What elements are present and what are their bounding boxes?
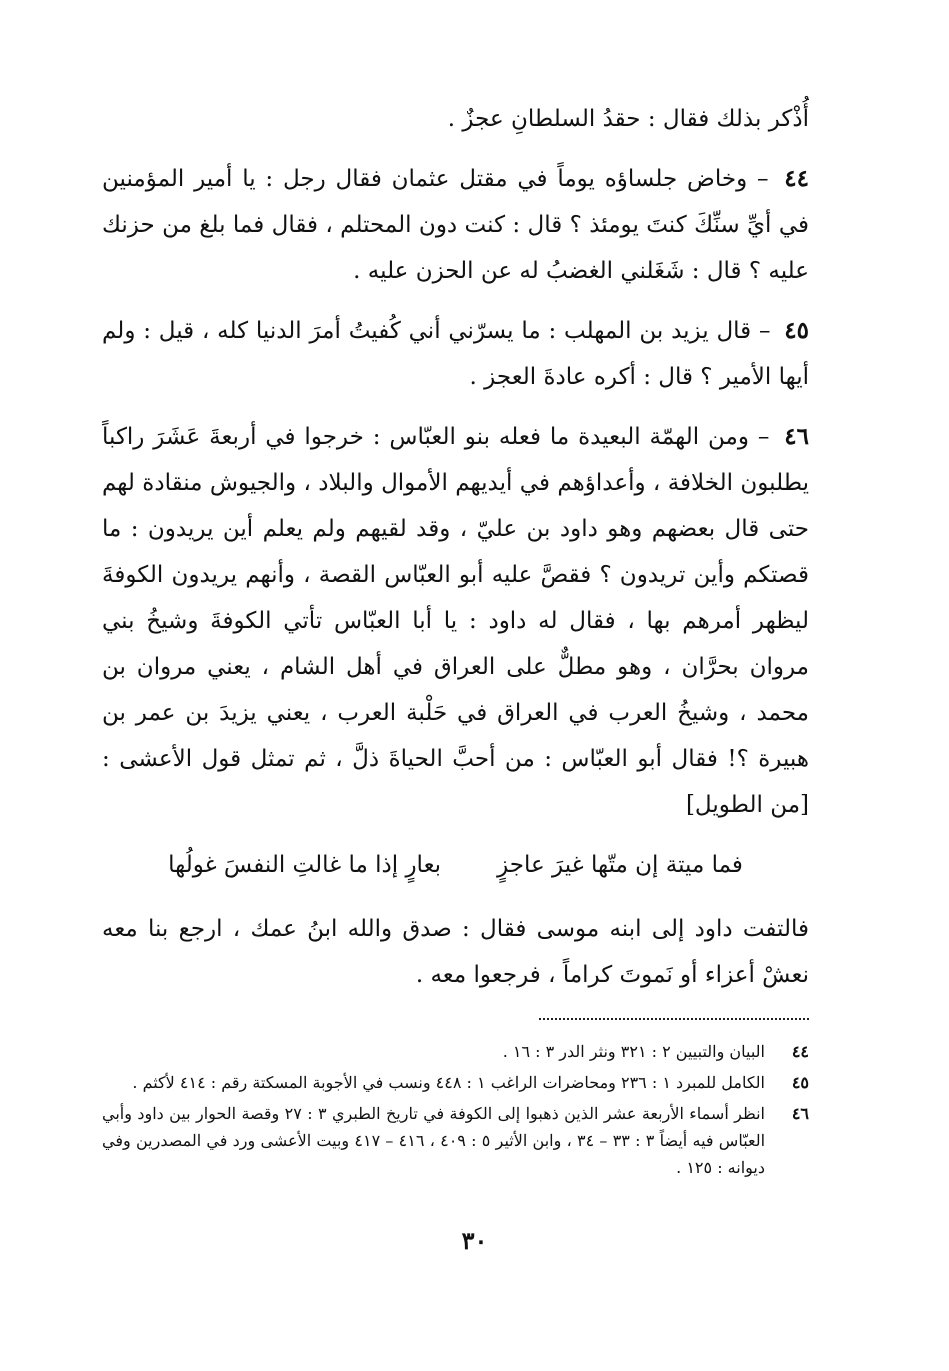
paragraph-number: ٤٥	[784, 317, 809, 344]
main-text	[102, 96, 809, 828]
footnote-number: ٤٤	[791, 1042, 809, 1061]
footnote-number: ٤٦	[791, 1104, 809, 1123]
paragraph-44	[102, 156, 809, 294]
paragraph-text: – ومن الهمّة البعيدة ما فعله بنو العبّاس : خرجوا في أربعةَ عَشَرَ راكباً يطلبون الخلافة ، وأعداؤهم في أيديهم الأموال والبلاد ، والجيوش منقادة لهم حتى قال بعضهم وهو داود بن عليّ ، وقد لقيهم ولم يعلم أين يريدون : ما قصتكم وأين تريدون ؟ فقصَّ عليه أبو العبّاس القصة ، وأنهم يريدون الكوفةَ ليظهر أمرهم بها ، فقال له داود : يا أبا العبّاس تأتي الكوفةَ وشيخُ بني مروان بحرَّان ، وهو مطلٌّ على العراق في أهل الشام ، يعني مروان بن محمد ، وشيخُ العرب في العراق في حَلْبة العرب ، يعني يزيدَ بن عمر بن هبيرة ؟! فقال أبو العبّاس : من أحبَّ الحياةَ ذلَّ ، ثم تمثل قول الأعشى : [من الطويل]	[102, 424, 809, 818]
poetry-verse	[102, 842, 809, 888]
footnote-number: ٤٥	[791, 1073, 809, 1092]
footnote-text: البيان والتبيين ٢ : ٣٢١ ونثر الدر ٣ : ١٦ .	[502, 1042, 765, 1061]
footnote-45	[102, 1069, 809, 1096]
paragraph-closing: فالتفت داود إلى ابنه موسى فقال : صدق والله ابنُ عمك ، ارجع بنا معه نعشْ أعزاء أو نَموتَ كراماً ، فرجعوا معه .	[102, 916, 809, 988]
paragraph-45	[102, 308, 809, 400]
paragraph-46	[102, 414, 809, 828]
paragraph-text: – قال يزيد بن المهلب : ما يسرّني أني كُفيتُ أمرَ الدنيا كله ، قيل : ولم أيها الأمير ؟ قال : أكره عادةَ العجز .	[102, 318, 809, 390]
verse-second-hemistich: بعارٍ إذا ما غالتِ النفسَ غولُها	[168, 852, 442, 878]
footnotes	[102, 1038, 809, 1181]
footnote-text: الكامل للمبرد ١ : ٢٣٦ ومحاضرات الراغب ١ : ٤٤٨ ونسب في الأجوبة المسكتة رقم : ٤١٤ لأكثم .	[132, 1073, 765, 1092]
closing-text	[102, 906, 809, 998]
paragraph-text: – وخاض جلساؤه يوماً في مقتل عثمان فقال رجل : يا أمير المؤمنين في أيِّ سنِّكَ كنتَ يومئذ ؟ قال : كنت دون المحتلم ، فقال فما بلغ من حزنك عليه ؟ قال : شَغَلني الغضبُ له عن الحزن عليه .	[102, 166, 809, 284]
footnote-text: انظر أسماء الأربعة عشر الذين ذهبوا إلى الكوفة في تاريخ الطبري ٣ : ٢٧ وقصة الحوار بين داود وأبي العبّاس فيه أيضاً ٣ : ٣٣ – ٣٤ ، وابن الأثير ٥ : ٤٠٩ ، ٤١٦ – ٤١٧ وبيت الأعشى ورد في المصدرين وفي ديوانه : ١٢٥ .	[102, 1104, 766, 1177]
paragraph-intro	[102, 96, 809, 142]
paragraph-number: ٤٦	[784, 423, 809, 450]
verse-first-hemistich: فما ميتة إن متّها غيرَ عاجزٍ	[497, 852, 743, 878]
footnote-separator	[539, 1018, 809, 1020]
paragraph-text: أُذْكر بذلك فقال : حقدُ السلطانِ عجزٌ .	[447, 106, 809, 132]
paragraph-number: ٤٤	[784, 165, 809, 192]
footnote-46	[102, 1100, 809, 1181]
footnote-44	[102, 1038, 809, 1065]
page-number: ٣٠	[461, 1226, 488, 1255]
